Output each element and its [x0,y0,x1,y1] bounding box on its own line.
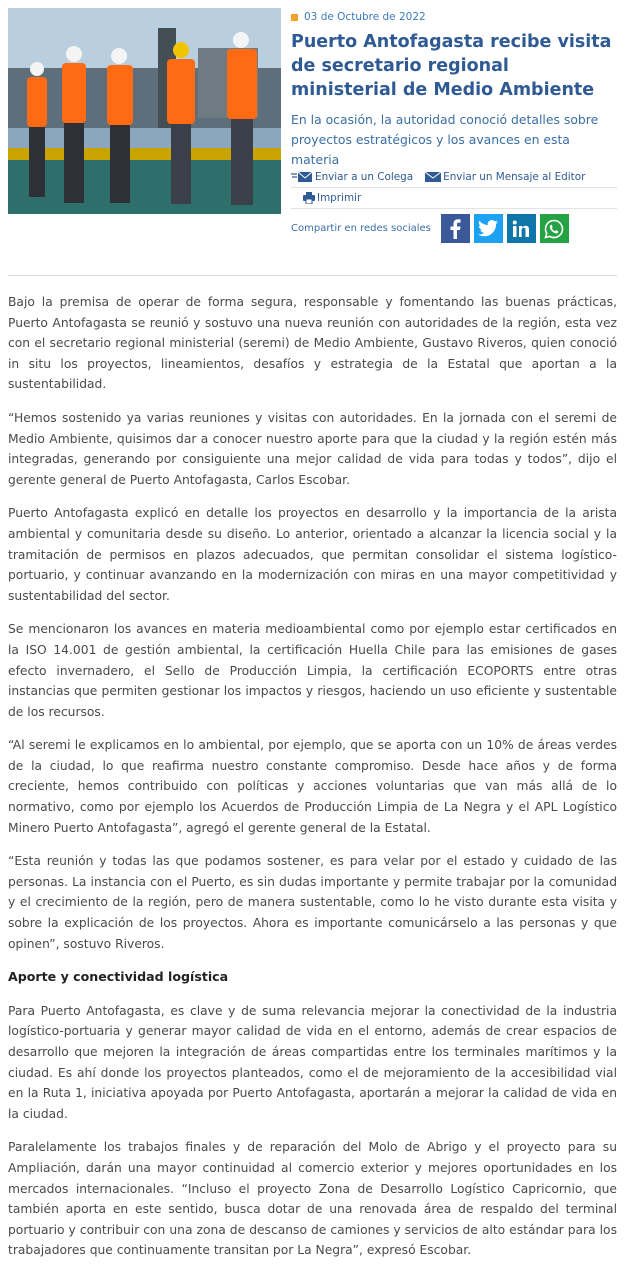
article-paragraph: Para Puerto Antofagasta, es clave y de suma relevancia mejorar la conectividad de la industria logístico-portuaria y generar mayor calidad de vida en el entorno, además de crear espacios de desarrollo que mejoren la integración de áreas compartidas entre los terminales marítimos y la ciudad. Es ahí donde los proyectos planteados, como el de mejoramiento de la accesibilidad vial en la Ruta 1, iniciativa apoyada por Puerto Antofagasta, aportarán a mejorar la calidad de vida en la ciudad. [8,1003,617,1121]
mail-forward-icon [291,171,313,183]
article-title: Puerto Antofagasta recibe visita de secretario regional ministerial de Medio Ambiente [291,32,612,100]
article-paragraph: Se mencionaron los avances en materia medioambiental como por ejemplo estar certificados en la ISO 14.001 de gestión ambiental, la certificación Huella Chile para las emisiones de gases efecto invernadero, el Sello de Producción Limpia, la certificación ECOPORTS entre otras instancias que permiten gestionar los impactos y riesgos, haciendo un uso eficiente y sustentable de los recursos. [8,622,617,719]
send-editor-link[interactable] [425,171,585,183]
article-paragraph: “Esta reunión y todas las que podamos sostener, es para velar por el estado y cuidado de las personas. La instancia con el Puerto, es sin dudas importante y permite trabajar por la comunidad y el crecimiento de la región, pero de manera sustentable, como lo he visto durante esta visita y sobre la explicación de los proyectos. Ahora es importante comunicárselo a las personas y que opinen”, sostuvo Riveros. [8,854,617,951]
share-label: Compartir en redes sociales [291,223,431,234]
action-row [291,167,617,188]
send-colleague-label: Enviar a un Colega [315,171,414,183]
facebook-icon [448,219,462,239]
article-paragraph: Bajo la premisa de operar de forma segura, responsable y fomentando las buenas prácticas, Puerto Antofagasta se reunió y sostuvo una nueva reunión con autoridades de la región, esta vez con el secretario regional ministerial (seremi) de Medio Ambiente, Gustavo Riveros, quien conoció in situ los proyectos, lineamientos, desafíos y estrategia de la Estatal que aportan a la sustentabilidad. [8,295,617,392]
article-paragraph: Puerto Antofagasta explicó en detalle los proyectos en desarrollo y la importancia de la arista ambiental y comunitaria desde su diseño. Lo anterior, orientado a alcanzar la licencia social y la tramitación de permisos en plazos adecuados, que permitan consolidar el sistema logístico-portuario, y continuar avanzando en la modernización con miras en una mayor competitividad y sustentabilidad del sector. [8,506,617,603]
facebook-share-button[interactable] [441,214,470,243]
article-paragraph: “Al seremi le explicamos en lo ambiental, por ejemplo, que se aporta con un 10% de áreas verdes de la ciudad, lo que reafirma nuestro constante compromiso. Desde hace años y de forma creciente, hemos contribuido con políticas y acciones voluntarias que van más allá de lo normativo, como por ejemplo los Acuerdos de Producción Limpia de La Negra y el APL Logístico Minero Puerto Antofagasta”, agregó el gerente general de la Estatal. [8,738,617,835]
twitter-share-button[interactable] [474,214,503,243]
date-bullet-icon [291,14,298,21]
mail-icon [425,171,441,183]
article-date: 03 de Octubre de 2022 [304,11,426,23]
print-row [291,188,617,209]
send-editor-label: Enviar un Mensaje al Editor [443,171,586,183]
printer-icon [303,192,315,204]
article-body [8,292,617,1274]
section-heading: Aporte y conectividad logística [8,969,229,985]
date-row [291,8,617,26]
print-label: Imprimir [317,192,362,204]
twitter-icon [478,220,498,237]
article-paragraph: “Hemos sostenido ya varias reuniones y visitas con autoridades. En la jornada con el seremi de Medio Ambiente, quisimos dar a conocer nuestro aporte para que la ciudad y la región estén más integradas, generando por consiguiente una mejor calidad de vida para todas y todos”, dijo el gerente general de Puerto Antofagasta, Carlos Escobar. [8,410,617,487]
linkedin-icon [512,220,530,238]
article-header [291,8,617,170]
article-paragraph: Paralelamente los trabajos finales y de reparación del Molo de Abrigo y el proyecto para su Ampliación, darán una mayor continuidad al comercio exterior y mejores oportunidades en los mercados internacionales. “Incluso el proyecto Zona de Desarrollo Logístico Capricornio, que también aporta en este sentido, busca dotar de una renovada área de respaldo del terminal portuario y contribuir con una zona de descanso de camiones y servicios de alto estándar para los trabajadores que continuamente transitan por La Negra”, expresó Escobar. [8,1140,617,1258]
whatsapp-share-button[interactable] [540,214,569,243]
article-subtitle: En la ocasión, la autoridad conoció detalles sobre proyectos estratégicos y los avances en esta materia [291,112,599,167]
article-photo-illustration [8,8,281,214]
share-bar [291,214,573,243]
print-link[interactable] [303,192,361,204]
whatsapp-icon [544,219,564,239]
header-divider [8,275,617,276]
linkedin-share-button[interactable] [507,214,536,243]
article-actions [291,167,617,209]
article-photo [8,8,281,214]
send-colleague-link[interactable] [291,171,413,183]
